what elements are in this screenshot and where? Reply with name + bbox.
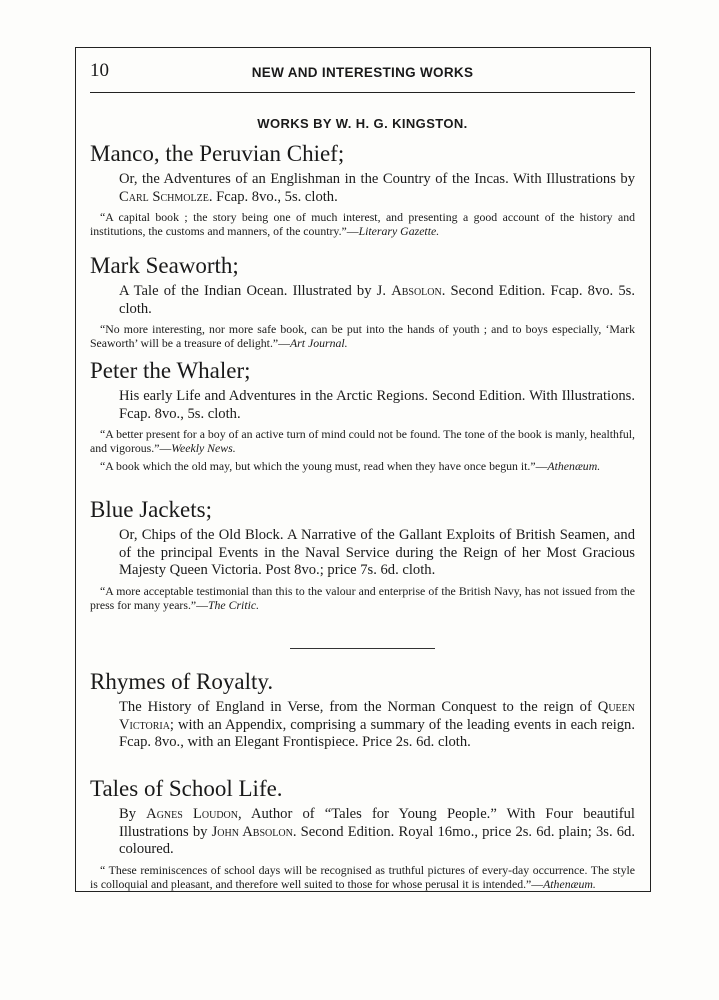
review-quote-2: “A book which the old may, but which the young must, read when they have once begun it.”—Athenæum.	[100, 459, 601, 473]
entry-description: By Agnes Loudon, Author of “Tales for Young People.” With Four beautiful Illustrations by John Absolon. Second Edition. Royal 16mo., price 2s. 6d. plain; 3s. 6d. coloured.	[119, 806, 635, 857]
entry-title: Manco, the Peruvian Chief;	[90, 141, 345, 166]
entry-tales-of-school-life	[90, 775, 635, 891]
review-quote: “A capital book ; the story being one of much interest, and presenting a good account of the history and institutions, the customs and manners, of the country.”—Literary Gazette.	[90, 210, 635, 238]
review-quote: “A better present for a boy of an active turn of mind could not be found. The tone of the book is manly, healthful, and vigorous.”—Weekly News.	[90, 427, 635, 455]
entry-blue-jackets	[90, 496, 635, 612]
review-quote: “No more interesting, nor more safe book, can be put into the hands of youth ; and to boys especially, ‘Mark Seaworth’ will be a treasure of delight.”—Art Journal.	[90, 322, 635, 350]
entry-title: Tales of School Life.	[90, 776, 283, 801]
entry-description: Or, the Adventures of an Englishman in the Country of the Incas. With Illustrations by Carl Schmolze. Fcap. 8vo., 5s. cloth.	[119, 171, 635, 205]
entry-mark-seaworth	[90, 252, 635, 350]
entry-description: His early Life and Adventures in the Arctic Regions. Second Edition. With Illustrations. Fcap. 8vo., 5s. cloth.	[119, 388, 635, 422]
entry-rhymes-of-royalty	[90, 668, 635, 752]
page-number: 10	[90, 60, 109, 81]
entry-manco	[90, 140, 635, 238]
review-quote: “ These reminiscences of school days will be recognised as truthful pictures of every-day occurrence. The style is colloquial and pleasant, and therefore well suited to those for whose perusal it is intended.”—Athenæum.	[90, 862, 635, 891]
divider-rule	[290, 648, 435, 649]
entry-title: Rhymes of Royalty.	[90, 669, 274, 694]
entry-title: Blue Jackets;	[90, 497, 212, 522]
entry-description: A Tale of the Indian Ocean. Illustrated by J. Absolon. Second Edition. Fcap. 8vo. 5s. cloth.	[119, 283, 635, 317]
entry-title: Peter the Whaler;	[90, 358, 251, 383]
entry-title: Mark Seaworth;	[90, 253, 239, 278]
page-header	[90, 60, 635, 93]
entry-description: Or, Chips of the Old Block. A Narrative of the Gallant Exploits of British Seamen, and of the principal Events in the Naval Service during the Reign of her Most Gracious Majesty Queen Victoria. Post 8vo.; price 7s. 6d. cloth.	[119, 527, 635, 578]
section-heading: WORKS BY W. H. G. KINGSTON.	[257, 116, 468, 131]
review-quote: “A more acceptable testimonial than this to the valour and enterprise of the British Navy, has not issued from the press for many years.”—The Critic.	[90, 583, 635, 612]
entry-description: The History of England in Verse, from the Norman Conquest to the reign of Queen Victoria; with an Appendix, comprising a summary of the leading events in each reign. Fcap. 8vo., with an Elegant Frontispiece. Price 2s. 6d. cloth.	[119, 699, 635, 750]
entry-peter-the-whaler	[90, 357, 635, 473]
running-head: NEW AND INTERESTING WORKS	[251, 65, 474, 80]
section-heading-block	[90, 116, 635, 131]
